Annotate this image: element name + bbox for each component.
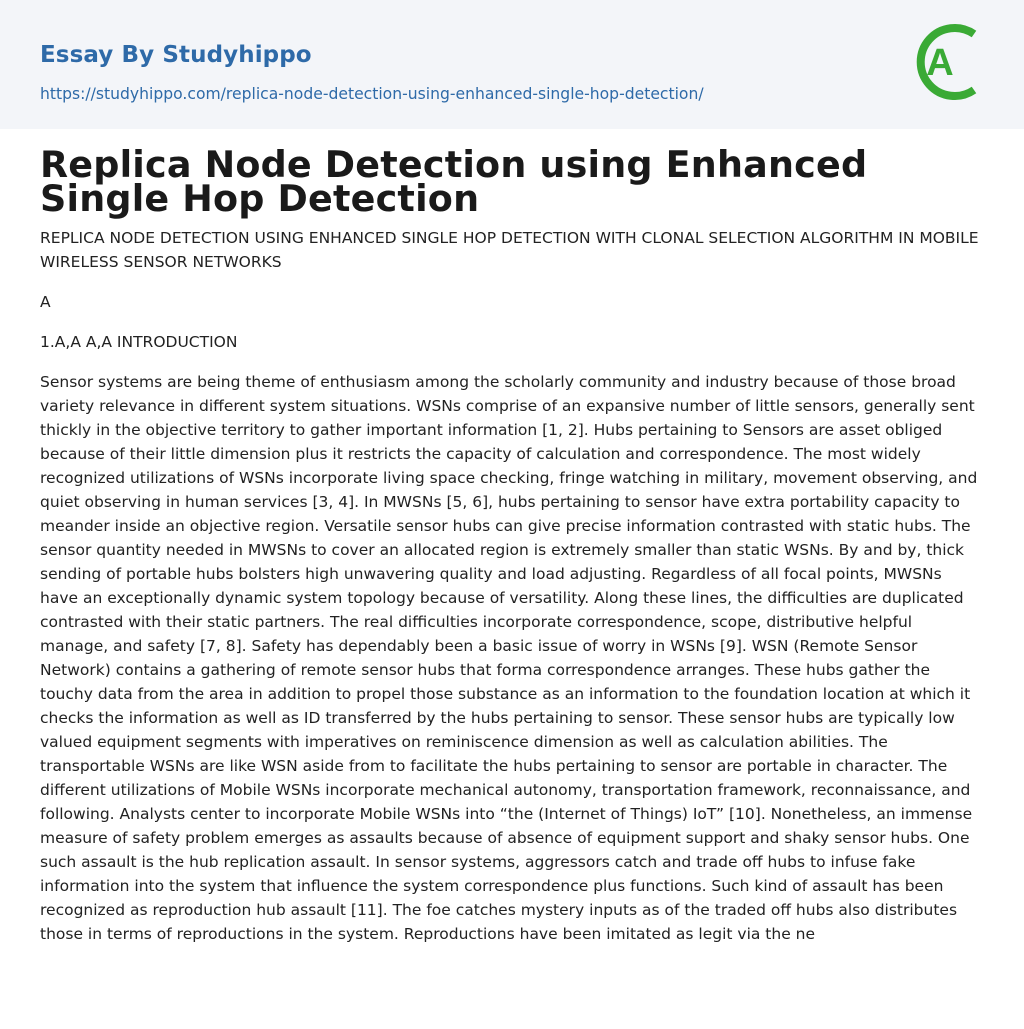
- site-header: [0, 0, 1024, 129]
- site-name[interactable]: Essay By Studyhippo: [40, 42, 312, 68]
- section-heading: 1.A,A A,A INTRODUCTION: [40, 333, 238, 351]
- stray-letter-line: A: [40, 293, 51, 311]
- article-subtitle: REPLICA NODE DETECTION USING ENHANCED SINGLE HOP DETECTION WITH CLONAL SELECTION ALGORITHM IN MOBILE WIRELESS SENSOR NETWORKS: [40, 229, 979, 271]
- logo-letter: A: [926, 42, 954, 84]
- page-title: Replica Node Detection using Enhanced Single Hop Detection: [40, 143, 868, 220]
- source-url-link[interactable]: https://studyhippo.com/replica-node-detection-using-enhanced-single-hop-detection/: [40, 85, 704, 103]
- article: [40, 143, 984, 946]
- body-paragraph: Sensor systems are being theme of enthusiasm among the scholarly community and industry because of those broad variety relevance in different system situations. WSNs comprise of an expansive number of little sensors, generally sent thickly in the objective territory to gather important information [1, 2]. Hubs pertaining to Sensors are asset obliged because of their little dimension plus it restricts the capacity of calculation and correspondence. The most widely recognized utilizations of WSNs incorporate living space checking, fringe watching in military, movement observing, and quiet observing in human services [3, 4]. In MWSNs [5, 6], hubs pertaining to sensor have extra portability capacity to meander inside an objective region. Versatile sensor hubs can give precise information contrasted with static hubs. The sensor quantity needed in MWSNs to cover an allocated region is extremely smaller than static WSNs. By and by, thick sending of portable hubs bolsters high unwavering quality and load adjusting. Regardless of all focal points, MWSNs have an exceptionally dynamic system topology because of versatility. Along these lines, the difficulties are duplicated contrasted with their static partners. The real difficulties incorporate correspondence, scope, distributive helpful manage, and safety [7, 8]. Safety has dependably been a basic issue of worry in WSNs [9]. WSN (Remote Sensor Network) contains a gathering of remote sensor hubs that forma correspondence arranges. These hubs gather the touchy data from the area in addition to propel those substance as an information to the foundation location at which it checks the information as well as ID transferred by the hubs pertaining to sensor. These sensor hubs are typically low valued equipment segments with imperatives on reminiscence dimension as well as calculation abilities. The transportable WSNs are like WSN aside from to facilitate the hubs pertaining to sensor are portable in character. The different utilizations of Mobile WSNs incorporate mechanical autonomy, transportation framework, reconnaissance, and following. Analysts center to incorporate Mobile WSNs into “the (Internet of Things) IoT” [10]. Nonetheless, an immense measure of safety problem emerges as assaults because of absence of equipment support and shaky sensor hubs. One such assault is the hub replication assault. In sensor systems, aggressors catch and trade off hubs to infuse fake information into the system that influence the system correspondence plus functions. Such kind of assault has been recognized as reproduction hub assault [11]. The foe catches mystery inputs as of the traded off hubs also distributes those in terms of reproductions in the system. Reproductions have been imitated as legit via the ne: [40, 373, 978, 943]
- studyhippo-logo-icon[interactable]: [912, 18, 988, 106]
